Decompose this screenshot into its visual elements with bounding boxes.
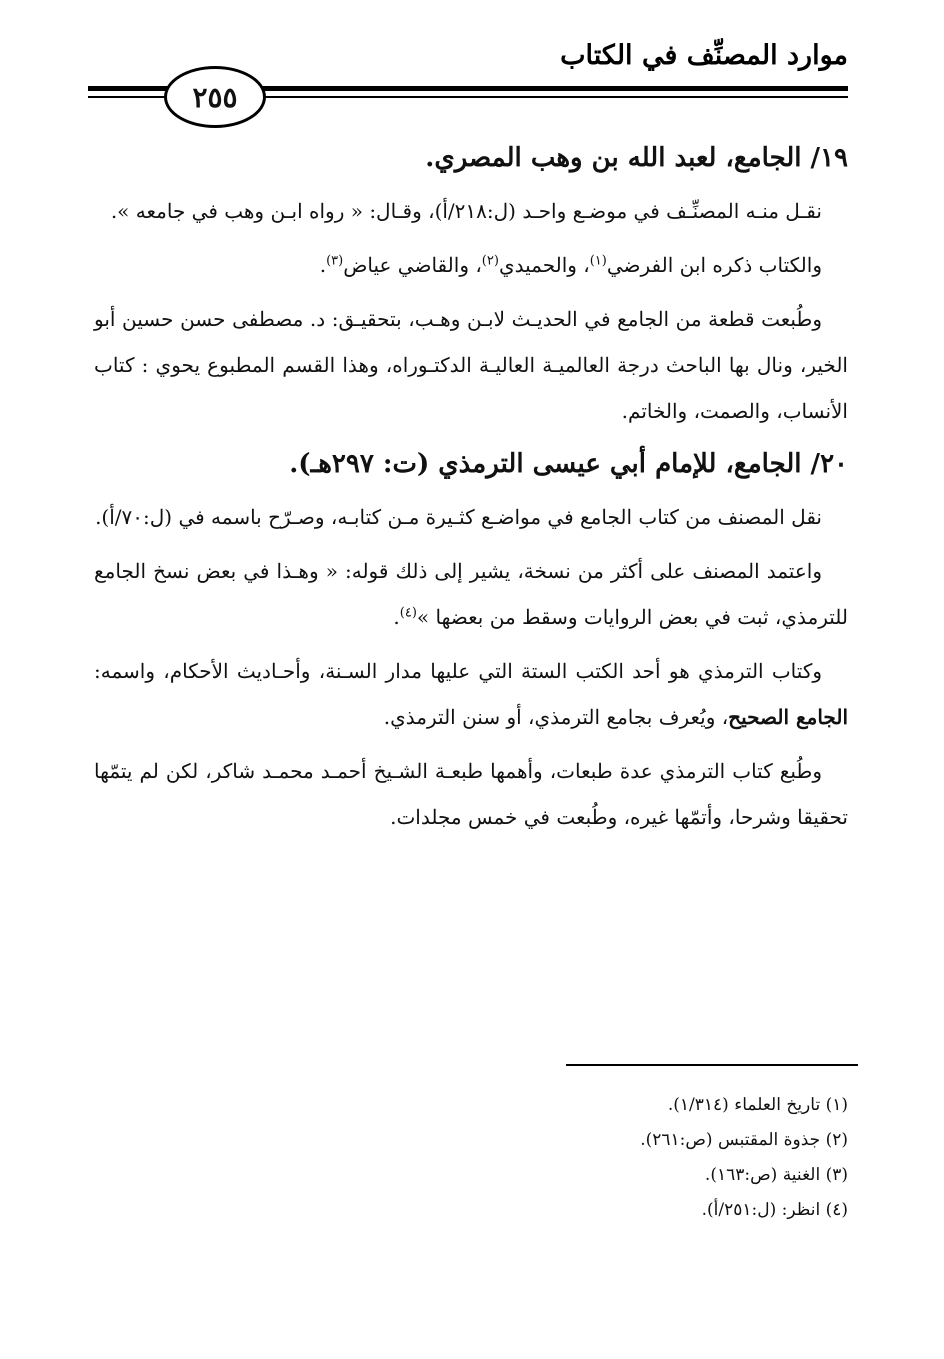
footnotes [348, 1088, 848, 1228]
paragraph-text: . [393, 605, 400, 629]
paragraph-text: والكتاب ذكره ابن الفرضي [606, 253, 822, 277]
book-title-emphasis: الجامع الصحيح [728, 705, 848, 729]
paragraph [94, 242, 848, 288]
running-title: موارد المصنِّف في الكتاب [560, 40, 848, 71]
paragraph-text: واعتمد المصنف على أكثر من نسخة، يشير إلى ذلك قوله: « وهـذا في بعض نسخ الجامع للترمذي، ثبت في بعض الروايات وسقط من بعضها » [94, 559, 848, 629]
footnote-3: (٣) الغنية (ص:١٦٣). [704, 1165, 848, 1185]
footnote-1: (١) تاريخ العلماء (١/٣١٤). [667, 1095, 848, 1115]
paragraph: وطُبعت قطعة من الجامع في الحديـث لابـن وهـب، بتحقيـق: د. مصطفى حسن حسين أبو الخير، ونال بها الباحث درجة العالميـة العاليـة الدكتـوراه، وهذا القسم المطبوع يحوي : كتاب الأنساب، والصمت، والخاتم. [94, 307, 848, 423]
paragraph-text: وكتاب الترمذي هو أحد الكتب الستة التي عليها مدار السـنة، وأحـاديث الأحكام، واسمه: [94, 659, 822, 683]
footnote-ref-1[interactable]: (١) [589, 253, 607, 269]
footnote-separator [566, 1064, 858, 1066]
footnote-ref-2[interactable]: (٢) [481, 253, 499, 269]
page-number: ٢٥٥ [192, 80, 238, 114]
paragraph-text: ، والحميدي [498, 253, 590, 277]
paragraph: وطُبع كتاب الترمذي عدة طبعات، وأهمها طبعـة الشـيخ أحمـد محمـد شاكر، لكن لم يتمّها تحقيقا وشرحا، وأتمّها غيره، وطُبعت في خمس مجلدات. [94, 759, 848, 829]
paragraph [94, 548, 848, 640]
paragraph: نقـل منـه المصنِّـف في موضـع واحـد (ل:٢١٨/أ)، وقـال: « رواه ابـن وهب في جامعه ». [110, 199, 822, 223]
section-heading-19: ١٩/ الجامع، لعبد الله بن وهب المصري. [425, 143, 848, 173]
paragraph [94, 648, 848, 740]
paragraph-text: ، ويُعرف بجامع الترمذي، أو سنن الترمذي. [383, 705, 729, 729]
footnote-4: (٤) انظر: (ل:٢٥١/أ). [701, 1200, 848, 1220]
main-text [94, 136, 848, 848]
footnote-ref-3[interactable]: (٣) [326, 253, 344, 269]
paragraph-text: ، والقاضي عياض [343, 253, 482, 277]
paragraph: نقل المصنف من كتاب الجامع في مواضـع كثـيرة مـن كتابـه، وصـرّح باسمه في (ل:٧٠/أ). [95, 505, 822, 529]
section-heading-20: ٢٠/ الجامع، للإمام أبي عيسى الترمذي (ت: ٢٩٧هـ). [289, 449, 848, 479]
paragraph-text: . [319, 253, 327, 277]
footnote-2: (٢) جذوة المقتبس (ص:٢٦١). [640, 1130, 848, 1150]
page-number-badge [164, 66, 266, 128]
footnote-ref-4[interactable]: (٤) [399, 605, 417, 621]
